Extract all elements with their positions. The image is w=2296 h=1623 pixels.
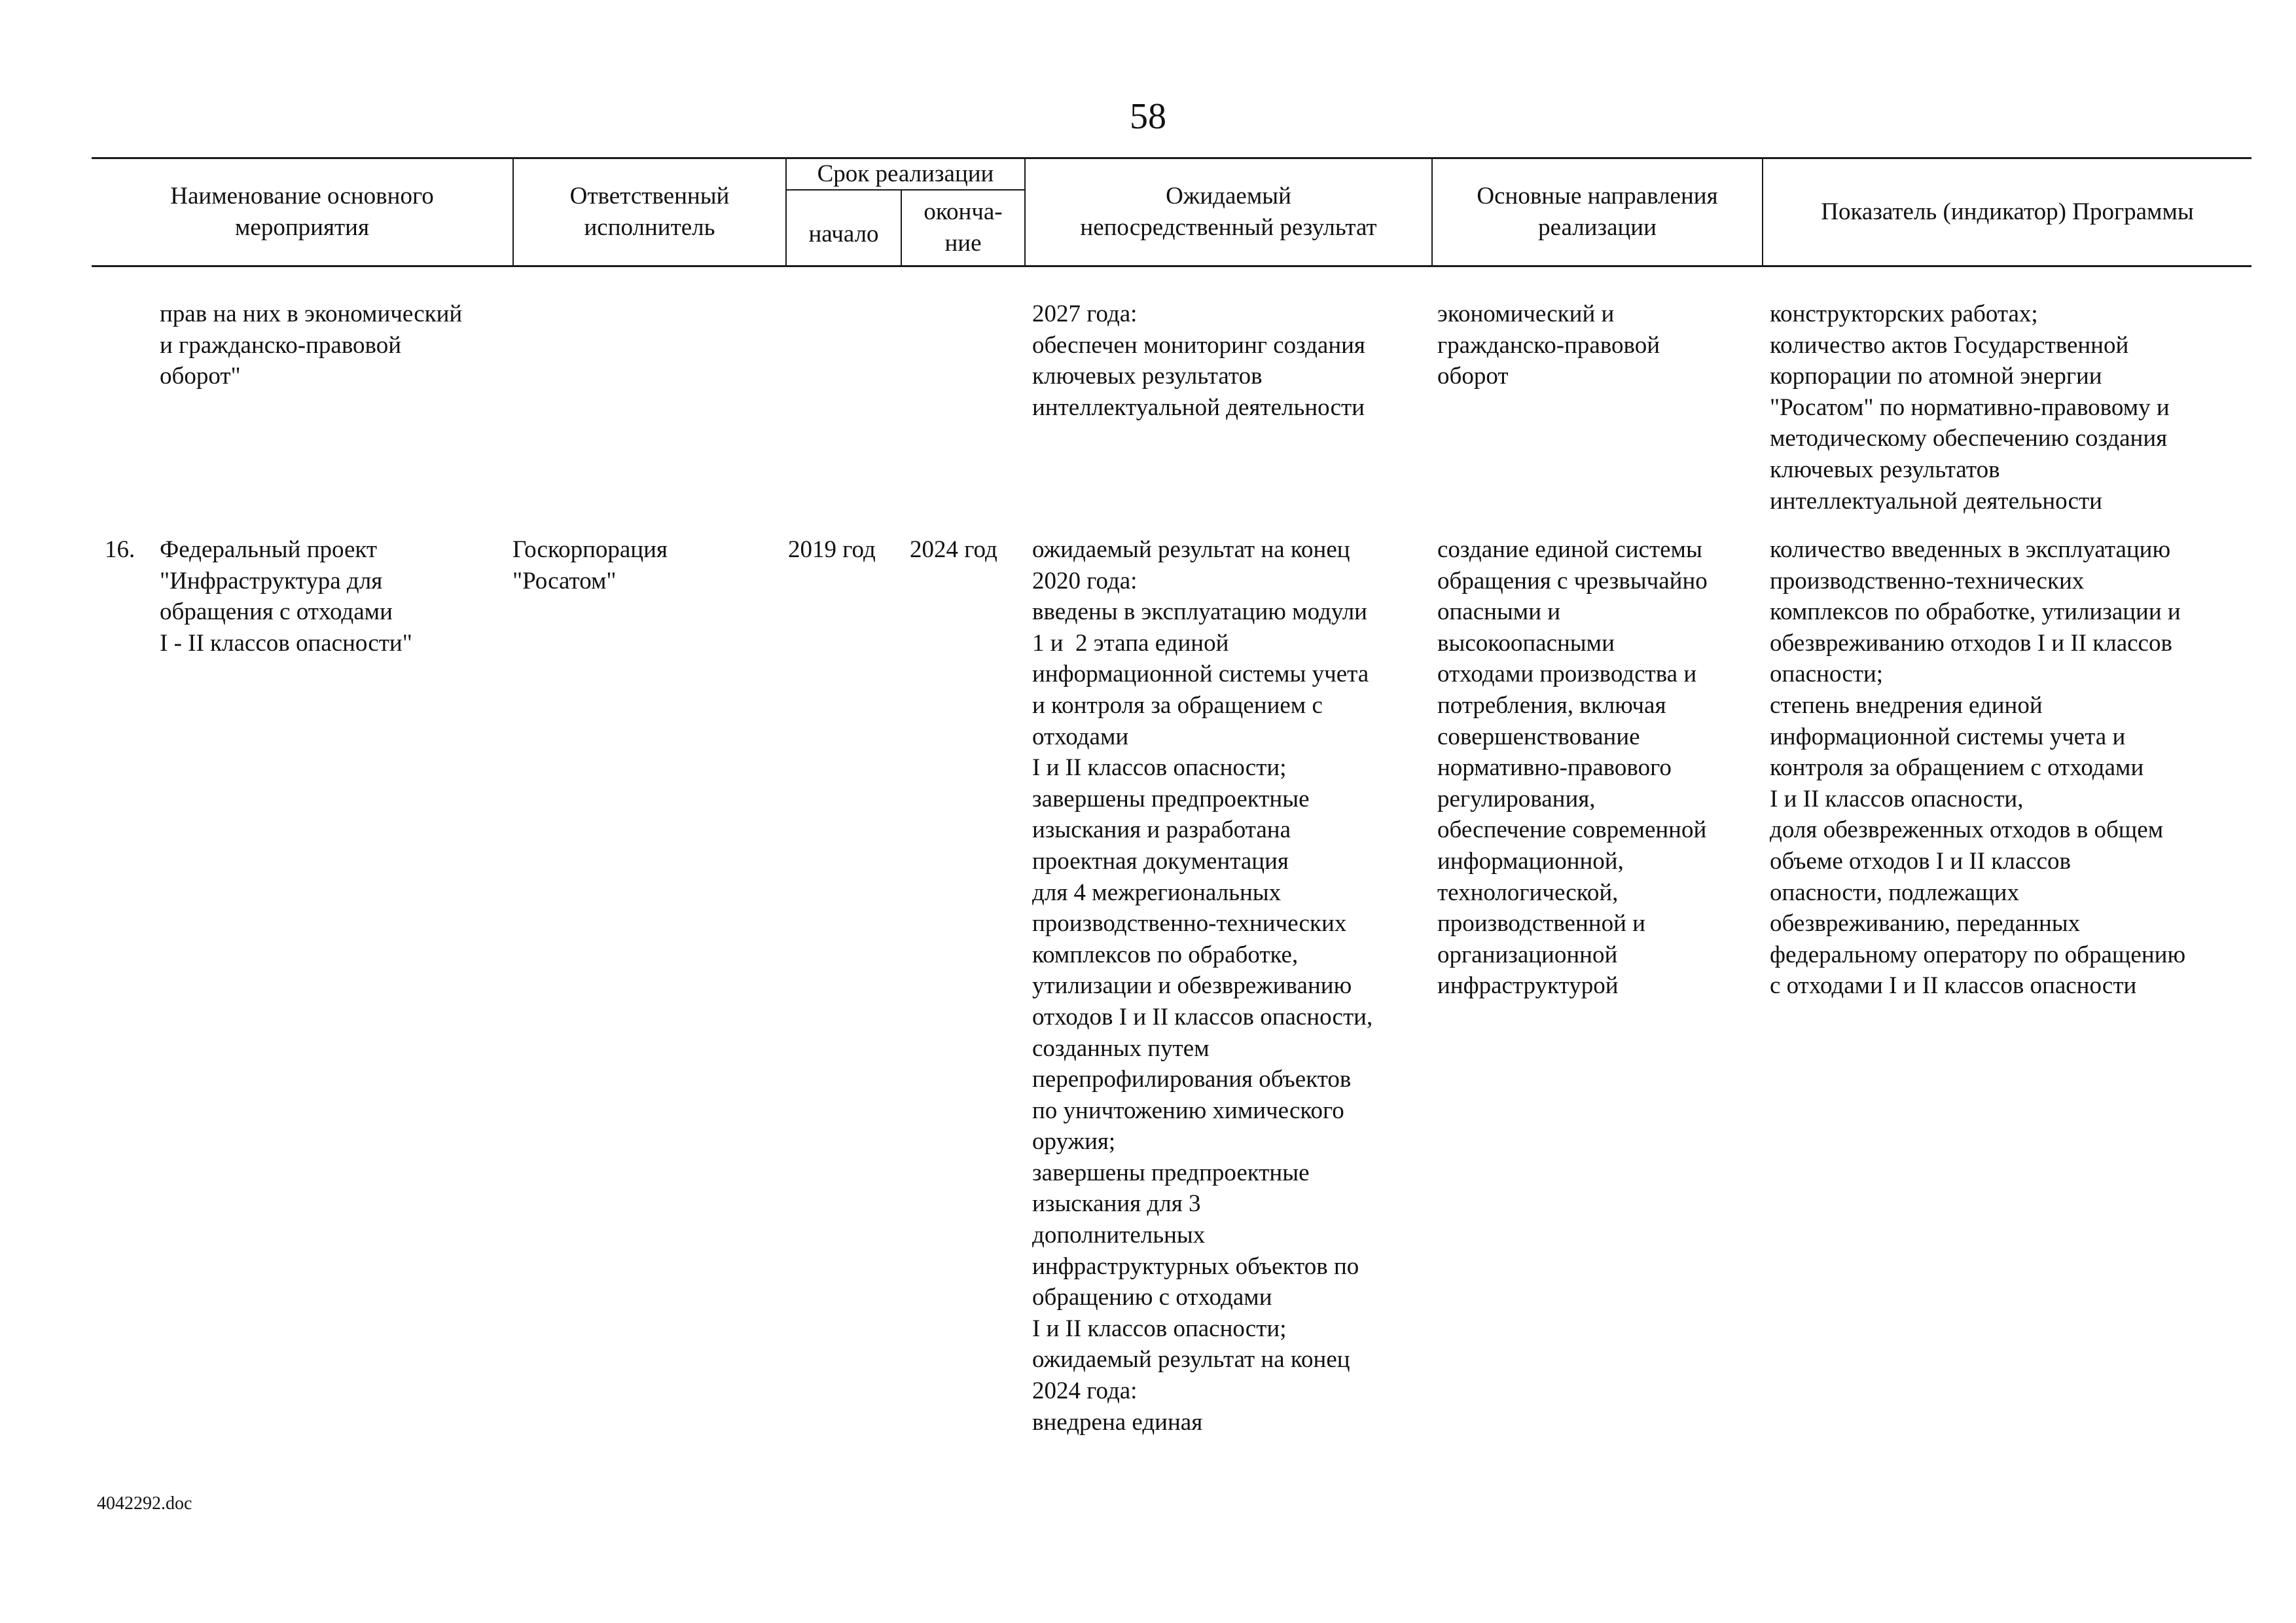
row-directions: экономический и гражданско-правовой оборот (1437, 301, 1660, 390)
row-end: 2024 год (910, 536, 997, 563)
header-end-column (902, 191, 1024, 265)
header-result-line2: непосредственный результат (1080, 213, 1377, 241)
page-number: 58 (1130, 96, 1166, 137)
header-end-line1: оконча- (924, 198, 1003, 225)
row-responsible: Госкорпорация "Росатом" (512, 536, 668, 594)
header-directions-column (1433, 158, 1762, 265)
header-end-line2: ние (944, 230, 982, 257)
row-name: прав на них в экономический и гражданско-правовой оборот" (160, 301, 463, 390)
row-result: 2027 года: обеспечен мониторинг создания ключевых результатов интеллектуальной деятельности (1032, 301, 1365, 421)
header-name-column (92, 158, 512, 265)
header-term-column (787, 158, 1024, 189)
header-responsible-line2: исполнитель (584, 213, 715, 241)
header-directions-line1: Основные направления (1477, 182, 1718, 210)
footer-file-name: 4042292.doc (97, 1493, 192, 1514)
row-start: 2019 год (788, 536, 876, 563)
header-indicator-column (1763, 158, 2251, 265)
header-name-line2: мероприятия (235, 213, 369, 241)
header-result-line1: Ожидаемый (1166, 182, 1291, 210)
row-indicator: количество введенных в эксплуатацию производственно-технических комплексов по обработке, утилизации и обезвреживанию отходов I и II классов опасности; степень внедрения единой информационной системы учета и контроля за обращением с отходами I и II классов опасности, доля обезвреженных отходов в общем объеме отходов I и II классов опасности, подлежащих обезвреживанию, переданных федеральному оператору по обращению с отходами I и II классов опасности (1770, 536, 2186, 1000)
table-header-bottom-border (92, 265, 2251, 267)
header-indicator-label: Показатель (индикатор) Программы (1821, 198, 2194, 225)
row-number: 16. (105, 536, 135, 563)
header-responsible-line1: Ответственный (569, 182, 730, 210)
header-directions-line2: реализации (1538, 213, 1657, 241)
header-start-column (787, 191, 901, 265)
header-term-label: Срок реализации (817, 160, 994, 187)
header-responsible-column (514, 158, 785, 265)
row-name: Федеральный проект "Инфраструктура для обращения с отходами I - II классов опасности" (160, 536, 412, 657)
header-result-column (1026, 158, 1431, 265)
row-indicator: конструкторских работах; количество актов Государственной корпорации по атомной энергии "Росатом" по нормативно-правовому и методическому обеспечению создания ключевых результатов интеллектуальной деятельности (1770, 301, 2170, 515)
row-result: ожидаемый результат на конец 2020 года: введены в эксплуатацию модули 1 и 2 этапа единой информационной системы учета и контроля за обращением с отходами I и II классов опасности; завершены предпроектные изыскания и разработана проектная документация для 4 межрегиональных производственно-технических комплексов по обработке, утилизации и обезвреживанию отходов I и II классов опасности, созданных путем перепрофилирования объектов по уничтожению химического оружия; завершены предпроектные изыскания для 3 дополнительных инфраструктурных объектов по обращению с отходами I и II классов опасности; ожидаемый результат на конец 2024 года: внедрена единая (1032, 536, 1373, 1436)
row-directions: создание единой системы обращения с чрезвычайно опасными и высокоопасными отходами производства и потребления, включая совершенствование нормативно-правового регулирования, обеспечение современной информационной, технологической, производственной и организационной инфраструктурой (1437, 536, 1708, 1000)
header-start-label: начало (808, 221, 879, 247)
header-name-line1: Наименование основного (170, 182, 434, 210)
